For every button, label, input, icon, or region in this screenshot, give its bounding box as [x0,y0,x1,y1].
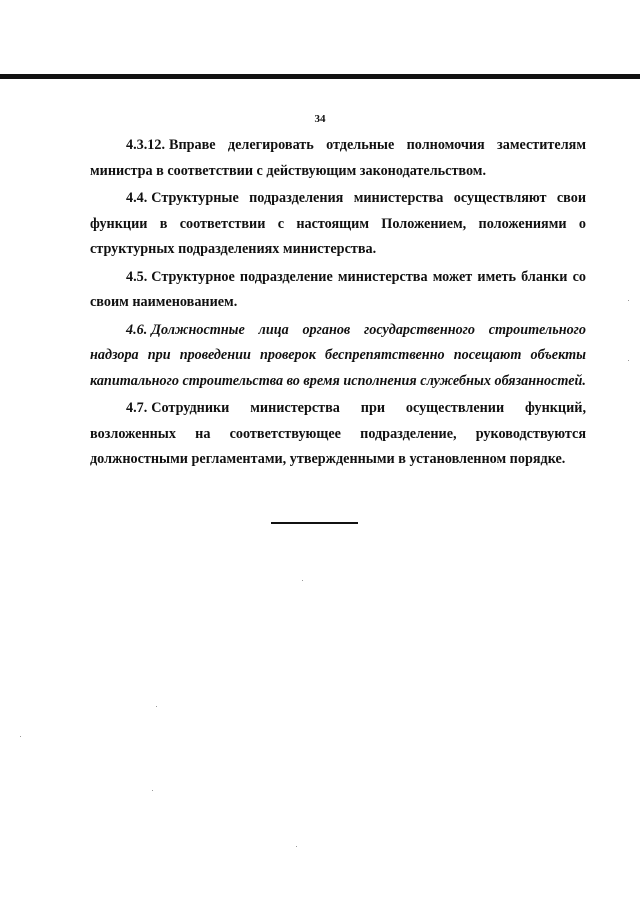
end-of-text-rule [271,522,358,524]
scan-speck [628,360,629,361]
paragraph-text: Структурные подразделения министерства осуществляют свои функции в соответствии с настоящим Положением, положениями о структурных подразделениях министерства. [90,190,586,257]
paragraph-4-7 [90,396,586,473]
document-body [90,133,586,475]
paragraph-number: 4.6. [126,321,148,338]
paragraph-text: Структурное подразделение министерства может иметь бланки со своим наименованием. [90,268,586,310]
paragraph-number: 4.3.12. [126,137,166,153]
page-number: 34 [314,113,326,125]
paragraph-4-5 [90,265,586,316]
paragraph-4-4 [90,186,586,263]
paragraph-number: 4.4. [126,190,148,206]
top-border-rule [0,74,640,79]
paragraph-text: Вправе делегировать отдельные полномочия заместителям министра в соответствии с действующим законодательством. [90,137,586,179]
paragraph-number: 4.7. [126,400,148,416]
paragraph-text: Сотрудники министерства при осуществлении функций, возложенных на соответствующее подразделение, руководствуются должностными регламентами, утвержденными в установленном порядке. [90,400,586,467]
scan-speck [152,790,153,791]
paragraph-text: Должностные лица органов государственного строительного надзора при проведении проверок беспрепятственно посещают объекты капитального строительства во время исполнения служебных обязанностей. [90,321,586,389]
scan-speck [156,706,157,707]
scan-speck [302,580,303,581]
paragraph-number: 4.5. [126,268,148,285]
paragraph-4-3-12 [90,133,586,184]
paragraph-4-6 [90,318,586,395]
scan-speck [20,736,21,737]
scan-speck [296,846,297,847]
scan-speck [628,300,629,301]
